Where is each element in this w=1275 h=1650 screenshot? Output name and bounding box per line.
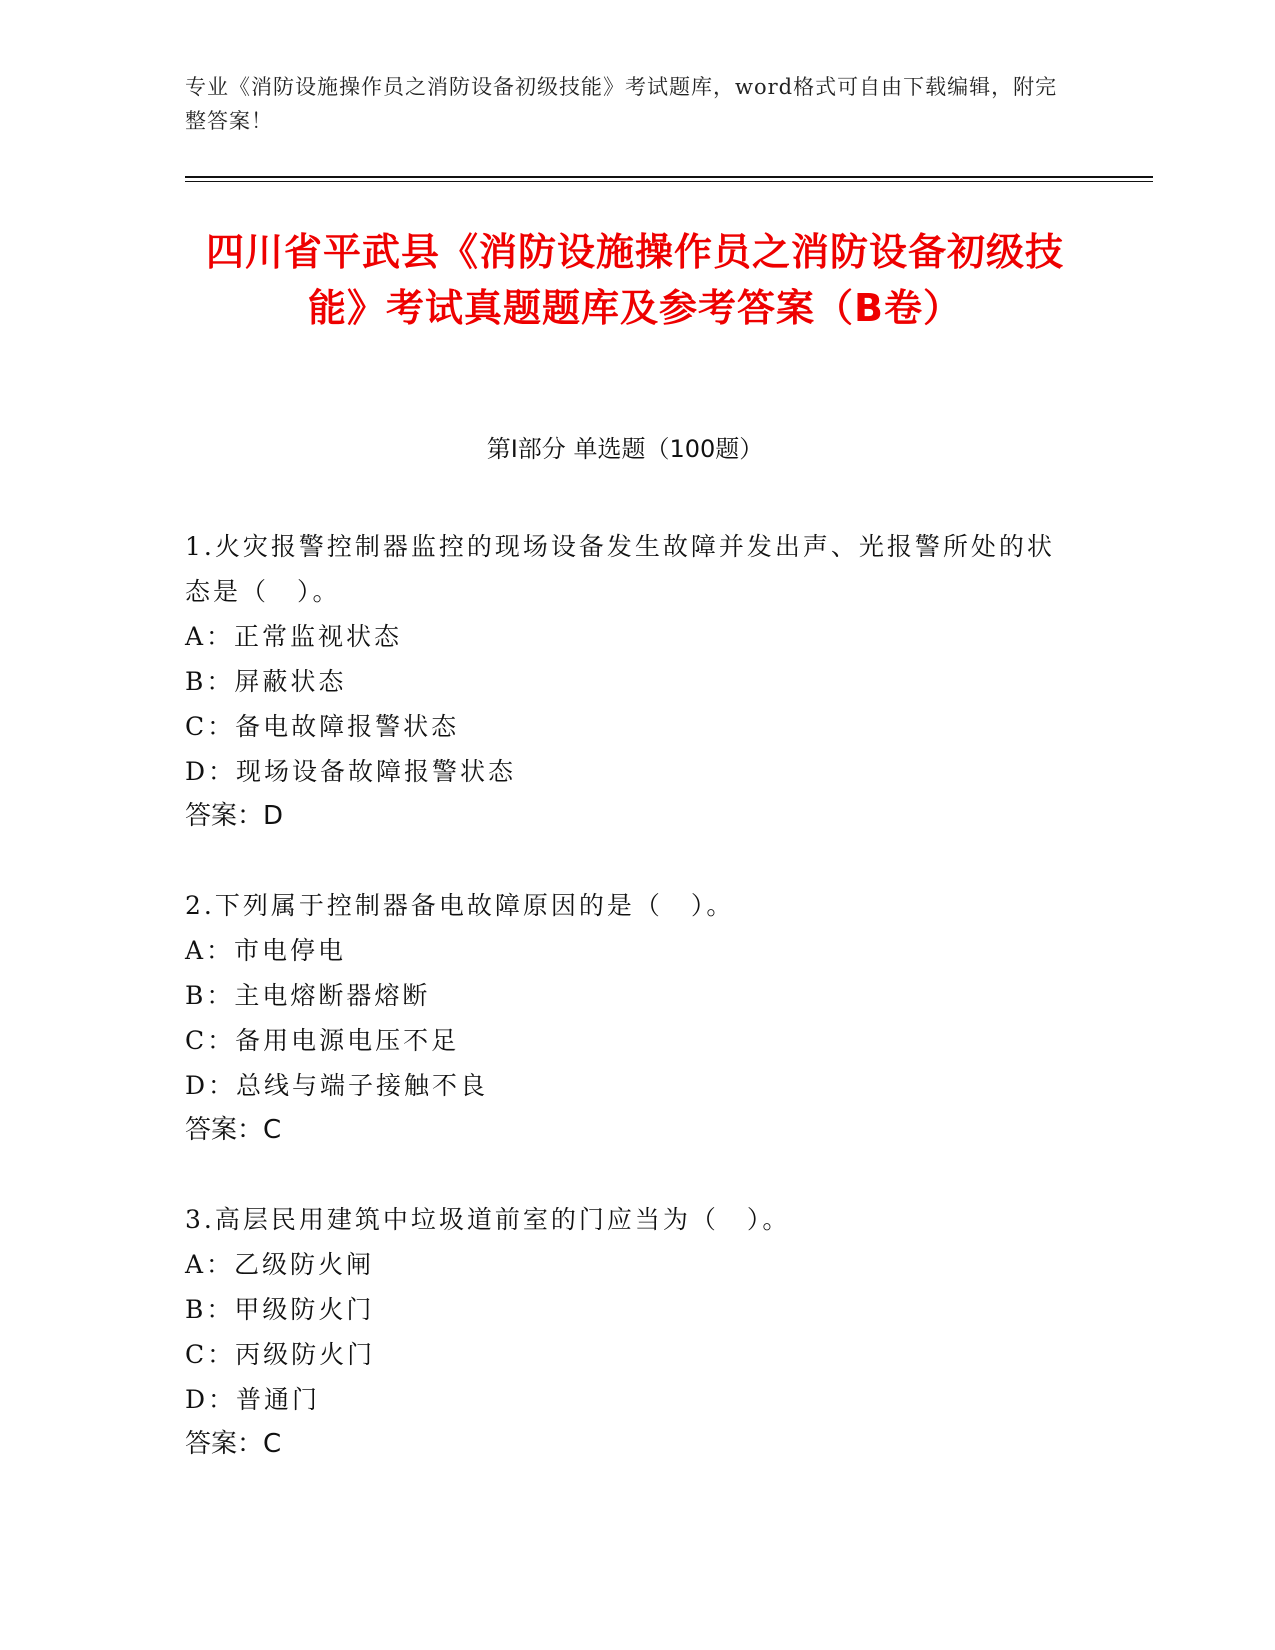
answer-text: 答案：C	[185, 1115, 282, 1145]
option-b: B：屏蔽状态	[185, 667, 347, 696]
question-stem: 3.高层民用建筑中垃圾道前室的门应当为（ ）。	[185, 1205, 791, 1234]
question-item	[185, 1197, 1065, 1467]
header-divider-thin	[185, 181, 1153, 182]
question-item	[185, 883, 1065, 1153]
header-divider-thick	[185, 176, 1153, 178]
question-stem: 2.下列属于控制器备电故障原因的是（ ）。	[185, 891, 735, 920]
option-c: C：丙级防火门	[185, 1340, 376, 1369]
answer-text: 答案：C	[185, 1429, 282, 1459]
option-b: B：主电熔断器熔断	[185, 981, 431, 1010]
option-a: A：正常监视状态	[185, 622, 403, 651]
option-d: D：现场设备故障报警状态	[185, 757, 517, 786]
section-title: 第I部分 单选题（100题）	[486, 435, 764, 463]
question-stem: 1.火灾报警控制器监控的现场设备发生故障并发出声、光报警所处的状态是（ ）。	[185, 532, 1055, 606]
option-a: A：乙级防火闸	[185, 1250, 375, 1279]
option-c: C：备用电源电压不足	[185, 1026, 460, 1055]
intro-text: 专业《消防设施操作员之消防设备初级技能》考试题库，word格式可自由下载编辑，附完整答案！	[185, 75, 1058, 133]
question-item	[185, 524, 1065, 839]
option-a: A：市电停电	[185, 936, 347, 965]
question-list	[185, 524, 1065, 1511]
document-title: 四川省平武县《消防设施操作员之消防设备初级技能》考试真题题库及参考答案（B卷）	[205, 230, 1064, 330]
option-d: D：总线与端子接触不良	[185, 1071, 489, 1100]
option-b: B：甲级防火门	[185, 1295, 375, 1324]
option-c: C：备电故障报警状态	[185, 712, 460, 741]
answer-text: 答案：D	[185, 801, 284, 831]
option-d: D：普通门	[185, 1385, 321, 1414]
